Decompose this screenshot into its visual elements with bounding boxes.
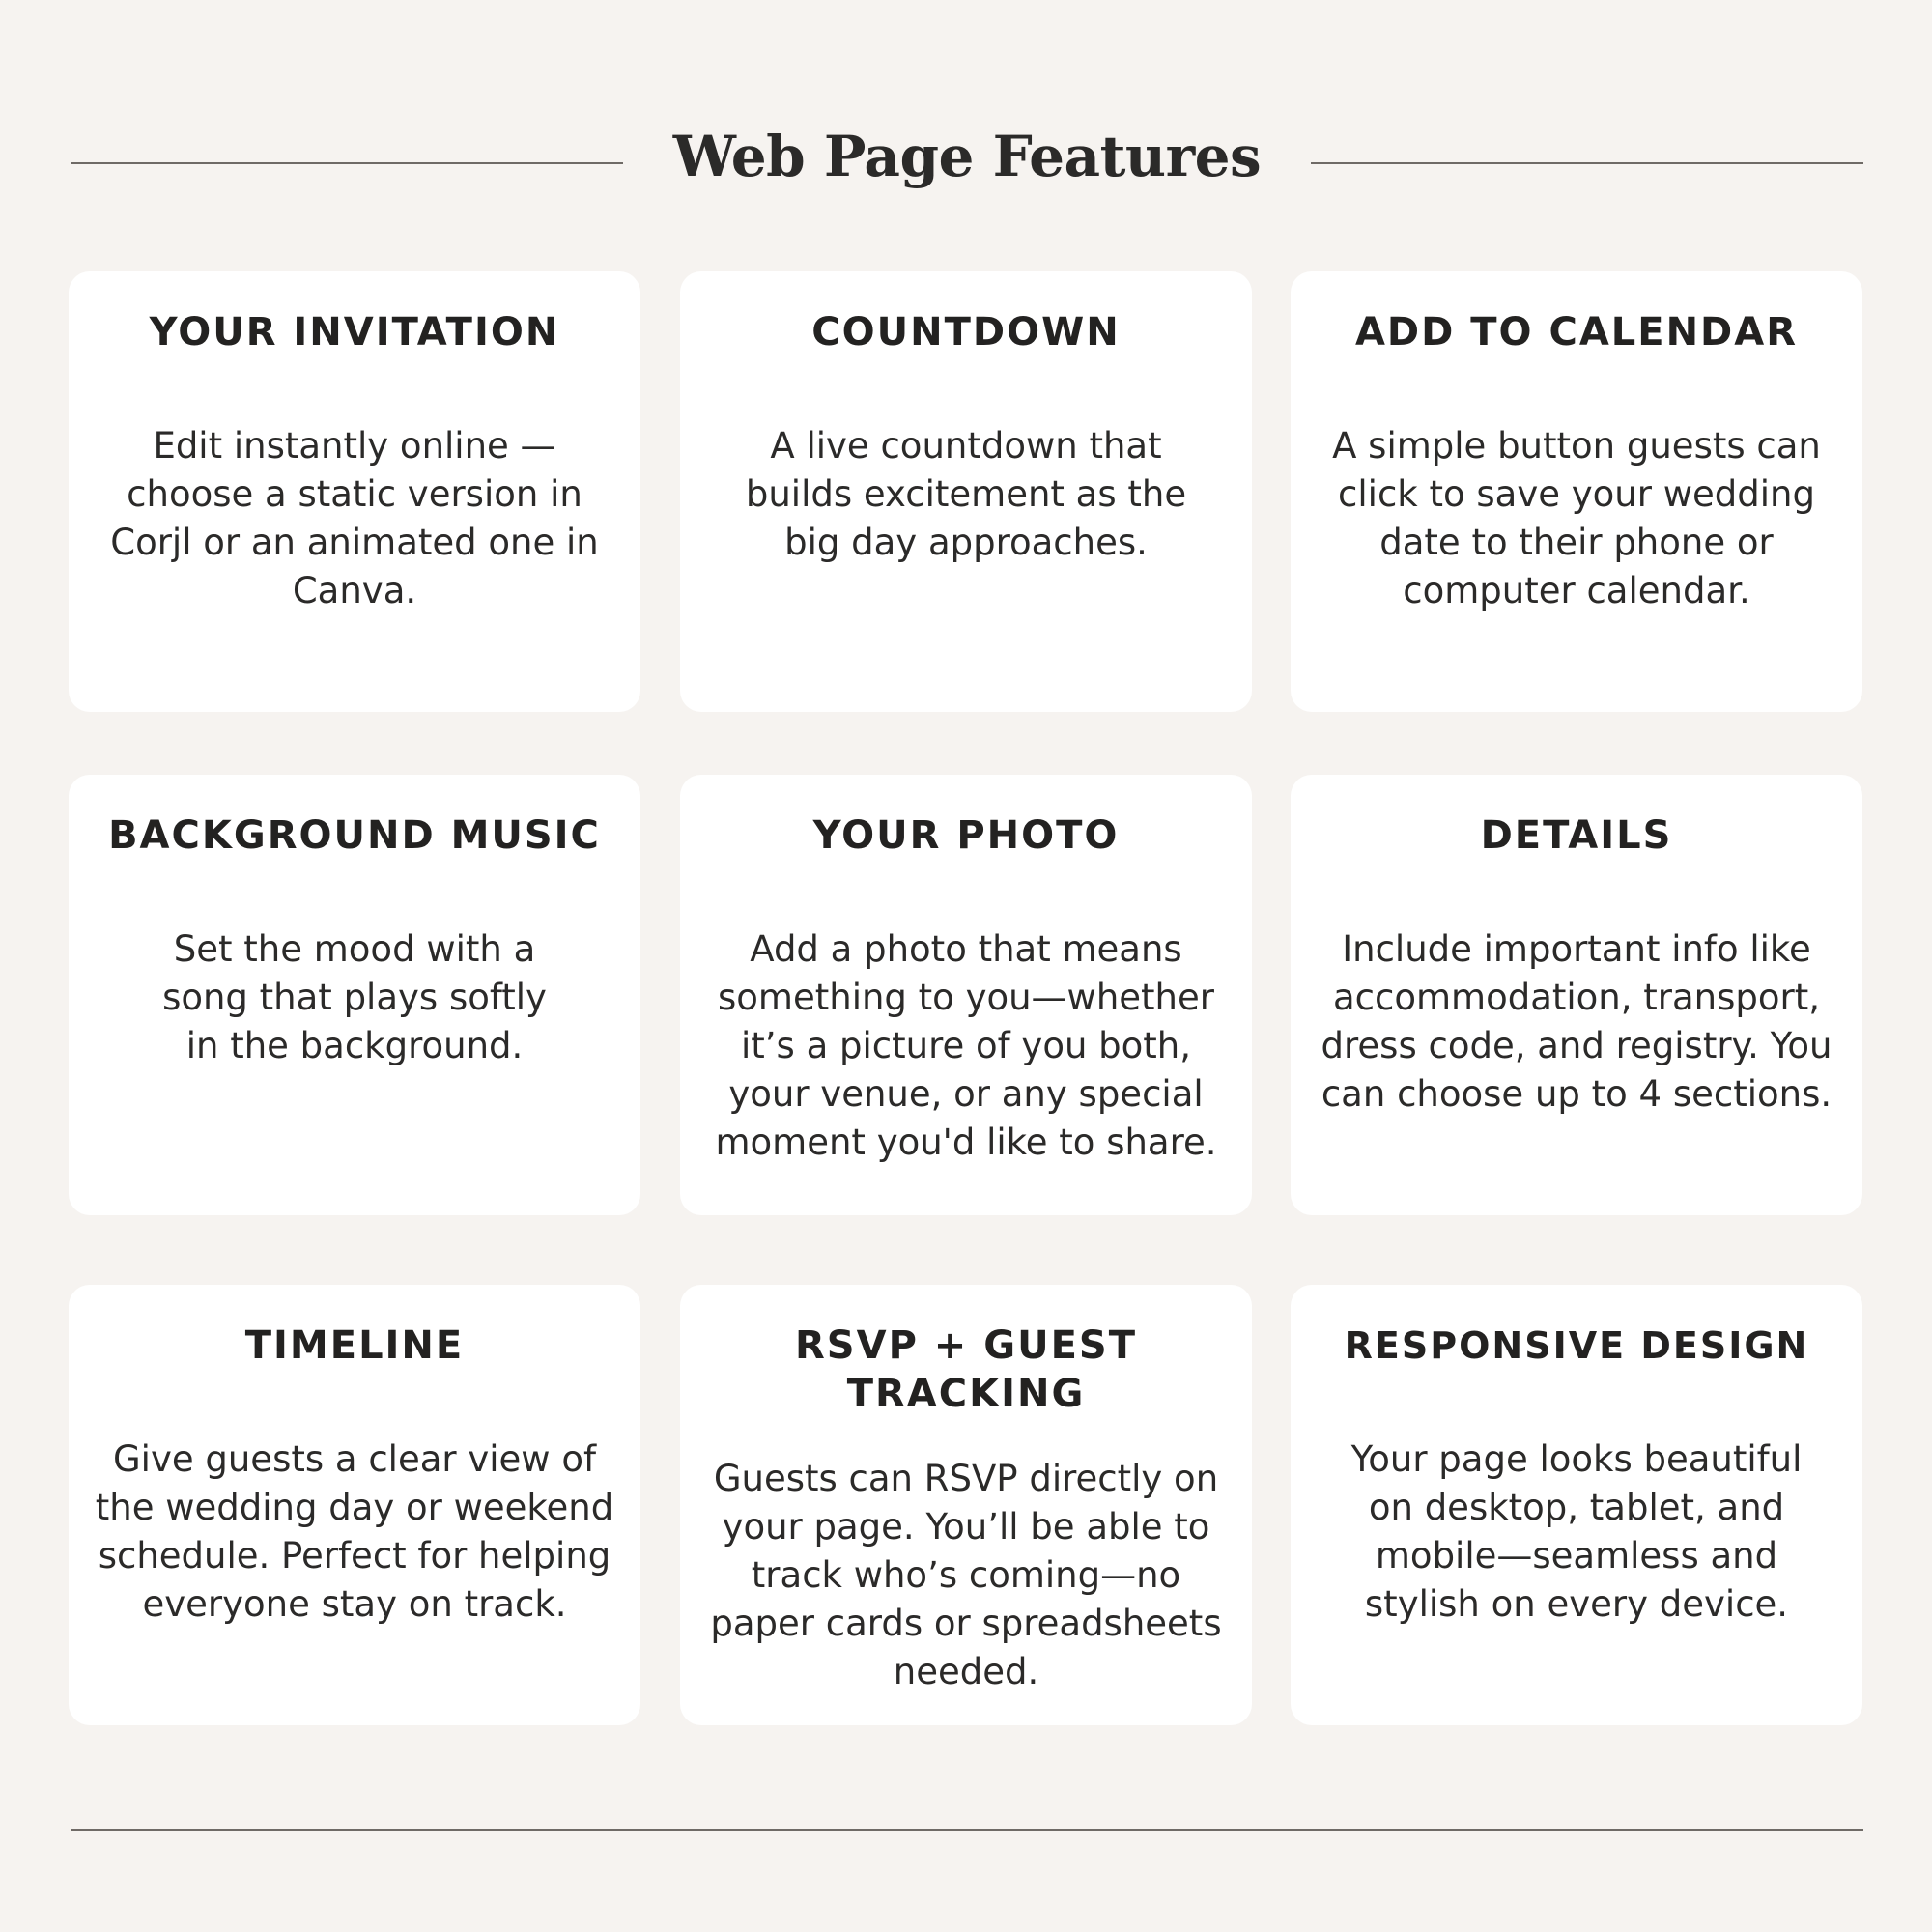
page-title: Web Page Features	[672, 124, 1262, 189]
feature-title: DETAILS	[1480, 813, 1673, 858]
feature-description: Give guests a clear view of the wedding day or weekend schedule. Perfect for helping everyone stay on track.	[95, 1438, 614, 1625]
feature-card-your-invitation	[69, 271, 640, 712]
feature-title: YOUR PHOTO	[812, 813, 1120, 858]
feature-description: Guests can RSVP directly on your page. You’ll be able to track who’s coming—no paper cards or spreadsheets needed.	[710, 1458, 1222, 1692]
feature-card-your-photo	[680, 775, 1252, 1215]
header-divider-left	[71, 162, 623, 164]
feature-card-responsive-design	[1291, 1285, 1862, 1725]
feature-title: COUNTDOWN	[811, 310, 1121, 355]
feature-description: A simple button guests can click to save your wedding date to their phone or computer calendar.	[1332, 425, 1821, 611]
feature-card-rsvp-guest-tracking	[680, 1285, 1252, 1725]
feature-title: RSVP + GUEST TRACKING	[795, 1323, 1137, 1416]
feature-description: A live countdown that builds excitement as the big day approaches.	[745, 425, 1187, 563]
feature-description: Include important info like accommodation, transport, dress code, and registry. You can choose up to 4 sections.	[1321, 928, 1833, 1115]
feature-card-timeline	[69, 1285, 640, 1725]
footer-divider	[71, 1829, 1863, 1831]
feature-card-details	[1291, 775, 1862, 1215]
feature-title: YOUR INVITATION	[149, 310, 560, 355]
feature-title: ADD TO CALENDAR	[1354, 310, 1799, 355]
feature-title: BACKGROUND MUSIC	[108, 813, 601, 858]
header-divider-right	[1311, 162, 1863, 164]
feature-card-add-to-calendar	[1291, 271, 1862, 712]
page-header	[0, 116, 1932, 203]
feature-description: Edit instantly online — choose a static version in Corjl or an animated one in Canva.	[110, 425, 599, 611]
feature-title: RESPONSIVE DESIGN	[1344, 1324, 1809, 1367]
feature-description: Set the mood with a song that plays softly in the background.	[162, 928, 547, 1066]
feature-card-countdown	[680, 271, 1252, 712]
feature-description: Add a photo that means something to you—whether it’s a picture of you both, your venue, or any special moment you'd like to share.	[715, 928, 1217, 1163]
feature-card-background-music	[69, 775, 640, 1215]
feature-description: Your page looks beautiful on desktop, tablet, and mobile—seamless and stylish on every device.	[1350, 1438, 1803, 1625]
feature-title: TIMELINE	[244, 1323, 465, 1368]
